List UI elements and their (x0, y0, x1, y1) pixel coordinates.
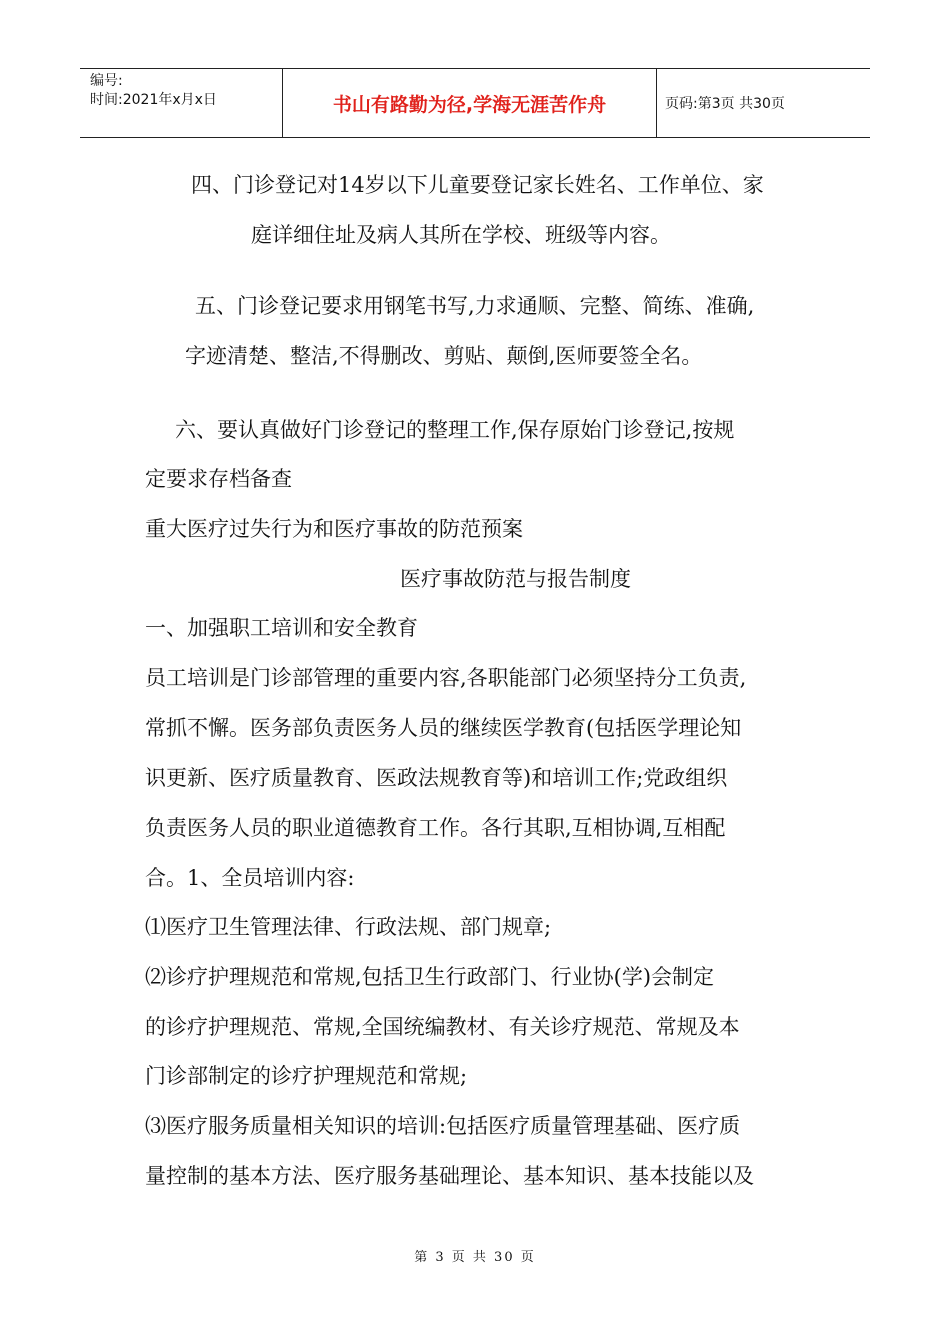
body-line: 五、门诊登记要求用钢笔书写,力求通顺、完整、简练、准确, (195, 294, 755, 318)
section-heading: 重大医疗过失行为和医疗事故的防范预案 (145, 517, 523, 541)
body-line: 字迹清楚、整洁,不得删改、剪贴、颠倒,医师要签全名。 (185, 344, 703, 368)
body-line: 门诊部制定的诊疗护理规范和常规; (145, 1064, 468, 1088)
page-header (80, 68, 870, 138)
header-meta (80, 69, 282, 137)
body-line: 员工培训是门诊部管理的重要内容,各职能部门必须坚持分工负责, (145, 666, 747, 690)
header-page-info: 页码:第3页 共30页 (665, 96, 785, 112)
list-item: ⑴医疗卫生管理法律、行政法规、部门规章; (145, 915, 552, 939)
subsection-heading: 一、加强职工培训和安全教育 (145, 616, 418, 640)
document-time-label: 时间:2021年x月x日 (90, 92, 217, 108)
list-item: ⑶医疗服务质量相关知识的培训:包括医疗质量管理基础、医疗质 (145, 1114, 741, 1138)
body-line: 合。1、全员培训内容: (145, 866, 355, 890)
body-line: 负责医务人员的职业道德教育工作。各行其职,互相协调,互相配 (145, 816, 726, 840)
body-line: 六、要认真做好门诊登记的整理工作,保存原始门诊登记,按规 (175, 418, 735, 442)
page-footer: 第 3 页 共 30 页 (414, 1250, 536, 1265)
list-item: ⑵诊疗护理规范和常规,包括卫生行政部门、行业协(学)会制定 (145, 965, 715, 989)
centered-title: 医疗事故防范与报告制度 (400, 567, 631, 591)
body-line: 四、门诊登记对14岁以下儿童要登记家长姓名、工作单位、家 (191, 173, 764, 197)
document-number-label: 编号: (90, 73, 123, 89)
body-line: 的诊疗护理规范、常规,全国统编教材、有关诊疗规范、常规及本 (145, 1015, 740, 1039)
body-line: 定要求存档备查 (145, 467, 292, 491)
body-line: 庭详细住址及病人其所在学校、班级等内容。 (251, 223, 671, 247)
body-line: 常抓不懈。医务部负责医务人员的继续医学教育(包括医学理论知 (145, 716, 742, 740)
body-line: 量控制的基本方法、医疗服务基础理论、基本知识、基本技能以及 (145, 1164, 754, 1188)
header-motto: 书山有路勤为径,学海无涯苦作舟 (282, 69, 657, 137)
body-line: 识更新、医疗质量教育、医政法规教育等)和培训工作;党政组织 (145, 766, 728, 790)
